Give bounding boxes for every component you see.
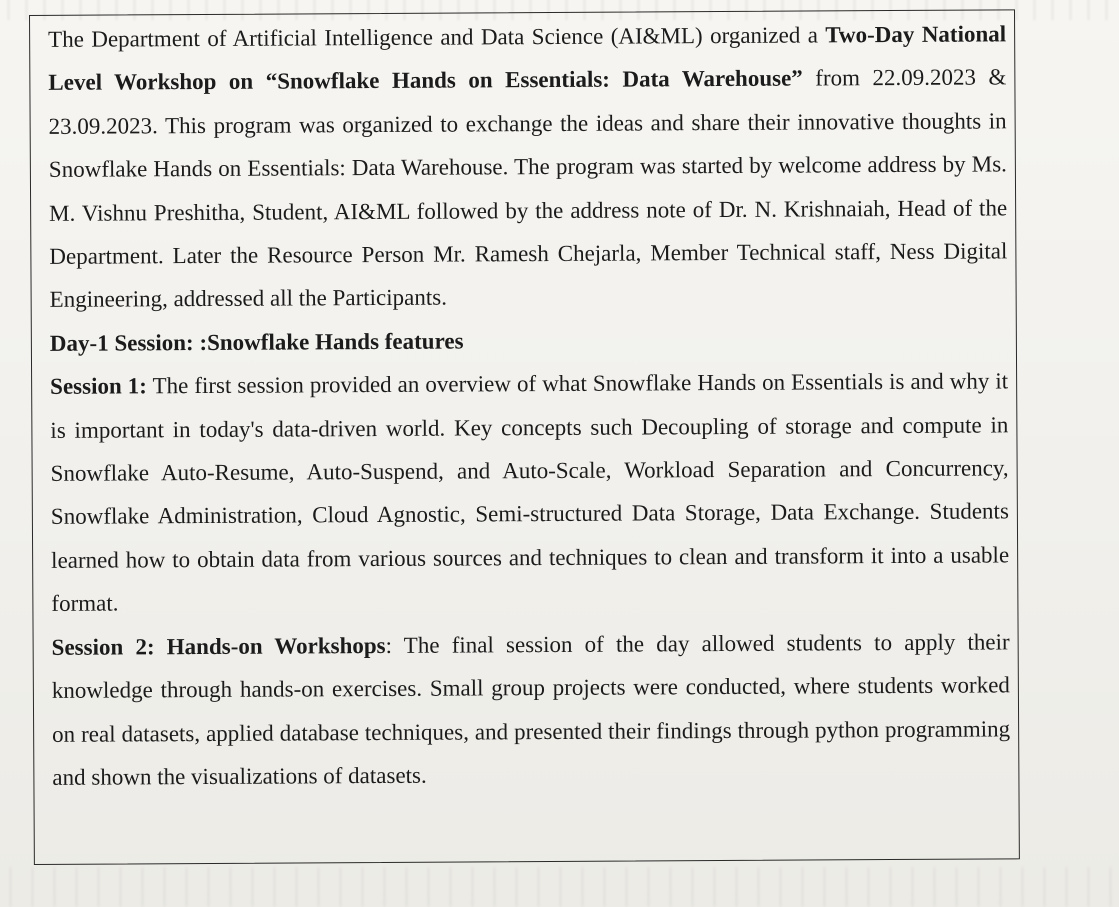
session2-label: Session 2: Hands-on Workshops bbox=[51, 632, 386, 660]
intro-text-part1: The Department of Artificial Intelligence and Data Science (AI&ML) organized a bbox=[48, 22, 826, 52]
workshop-title: Two-Day National Level Workshop on “Snowflake Hands on Essentials: Data Warehouse” bbox=[48, 21, 1007, 96]
day1-heading: Day-1 Session: :Snowflake Hands features bbox=[49, 328, 464, 356]
intro-paragraph bbox=[48, 12, 1008, 321]
session2-text: : The final session of the day allowed students to apply their knowledge through hands-on exercises. Small group projects were conducted, where students worked on real datasets, applied database techniques, and presented their findings through python programming and shown the visualizations of datasets. bbox=[51, 629, 1011, 790]
session1-label: Session 1: bbox=[50, 373, 147, 400]
session1-paragraph bbox=[50, 360, 1009, 626]
document-box bbox=[29, 9, 1020, 865]
document-content bbox=[48, 12, 1010, 799]
session2-paragraph bbox=[52, 620, 1011, 799]
intro-text-part2: from 22.09.2023 & 23.09.2023. This program was organized to exchange the ideas and share their innovative thoughts in Snowflake Hands on Essentials: Data Warehouse. The program was started by welcome address by Ms. M. Vishnu Preshitha, Student, AI&ML followed by the address note of Dr. N. Krishnaiah, Head of the Department. Later the Resource Person Mr. Ramesh Chejarla, Member Technical staff, Ness Digital Engineering, addressed all the Participants. bbox=[48, 64, 1008, 313]
bleed-through-bottom bbox=[0, 867, 1119, 907]
session1-text: The first session provided an overview of what Snowflake Hands on Essentials is and why it is important in today's data-driven world. Key concepts such Decoupling of storage and compute in Snowflake Auto-Resume, Auto-Suspend, and Auto-Scale, Workload Separation and Concurrency, Snowflake Administration, Cloud Agnostic, Semi-structured Data Storage, Data Exchange. Students learned how to obtain data from various sources and techniques to clean and transform it into a usable format. bbox=[50, 368, 1010, 617]
